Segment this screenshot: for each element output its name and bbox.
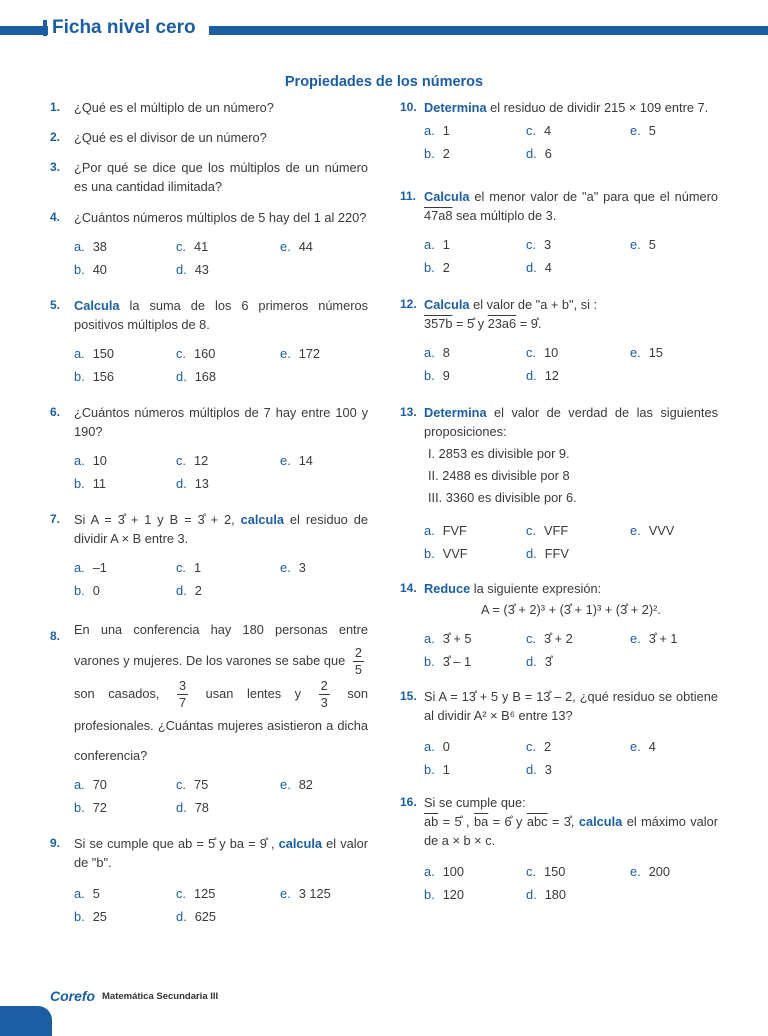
question-text: la siguiente expresión:	[470, 581, 602, 596]
question-11: 11. Calcula el menor valor de "a" para que el número 47a8 sea múltiplo de 3.	[400, 189, 718, 223]
question-12: 12. Calcula el valor de "a + b", si : 357b = 5̊ y 23a6 = 9̊.	[400, 297, 598, 331]
option-b[interactable]: b. 9	[424, 368, 450, 383]
option-b[interactable]: b. 3̊ – 1	[424, 654, 472, 669]
fraction: $\frac{2}{3}$	[320, 678, 328, 710]
question-text-pre: Si se cumple que ab = 5̊ y ba = 9̊ ,	[74, 836, 279, 851]
option-d[interactable]: d. 13	[176, 476, 209, 491]
option-d[interactable]: d. 3̊	[526, 654, 552, 669]
question-6	[50, 403, 368, 441]
option-a[interactable]: a. 5	[74, 886, 100, 901]
propositions	[400, 443, 718, 509]
question-number: 3.	[50, 160, 61, 174]
option-e[interactable]: e. VVV	[630, 523, 675, 538]
question-number: 7.	[50, 512, 61, 526]
option-c[interactable]: c. VFF	[526, 523, 569, 538]
question-1	[50, 98, 368, 117]
options-q15	[400, 737, 718, 779]
question-10	[400, 98, 718, 117]
question-number: 4.	[50, 210, 61, 224]
option-e[interactable]: e. 3	[280, 560, 306, 575]
question-number: 15.	[400, 689, 417, 703]
question-number: 5.	[50, 298, 61, 312]
question-verb: calcula	[240, 512, 284, 527]
option-c[interactable]: c. 3̊ + 2	[526, 631, 573, 646]
options-q11	[400, 235, 718, 277]
option-b[interactable]: b. VVF	[424, 546, 468, 561]
question-text: el menor valor de "a" para que el número	[469, 189, 718, 204]
option-a[interactable]: a. 1	[424, 123, 450, 138]
option-a[interactable]: a. 3̊ + 5	[424, 631, 472, 646]
question-verb: Calcula	[424, 297, 470, 312]
option-c[interactable]: c. 150	[526, 864, 566, 879]
footer-brand: Corefo	[50, 988, 96, 1004]
option-d[interactable]: d. 6	[526, 146, 552, 161]
question-text: Si se cumple que:	[424, 795, 526, 810]
question-3	[50, 158, 368, 196]
options-q10	[400, 121, 718, 163]
question-number: 14.	[400, 581, 417, 595]
option-a[interactable]: a. –1	[74, 560, 107, 575]
option-b[interactable]: b. 40	[74, 262, 107, 277]
options-q12	[400, 343, 718, 385]
option-e[interactable]: e. 200	[630, 864, 671, 879]
question-number: 10.	[400, 100, 417, 114]
question-verb: Reduce	[424, 581, 471, 596]
page-tab-decoration	[0, 1006, 52, 1036]
question-number: 16.	[400, 795, 417, 809]
question-verb: calcula	[578, 814, 623, 829]
option-b[interactable]: b. 156	[74, 369, 115, 384]
question-text: el valor de "b".	[74, 836, 368, 870]
options-q14	[400, 629, 718, 671]
options-q5	[50, 344, 368, 386]
question-9	[50, 834, 368, 872]
question-text: el residuo de dividir A × B entre 3.	[74, 512, 368, 546]
option-e[interactable]: e. 172	[280, 346, 321, 361]
section-title: Propiedades de los números	[284, 74, 484, 90]
option-a[interactable]: a. 1	[424, 237, 450, 252]
question-verb: Determina	[424, 405, 487, 420]
option-b[interactable]: b. 11	[74, 476, 106, 491]
question-4	[50, 208, 368, 227]
option-a[interactable]: a. 8	[424, 345, 450, 360]
question-verb: Calcula	[74, 298, 120, 313]
option-a[interactable]: a. 10	[74, 453, 107, 468]
options-q6	[50, 451, 368, 493]
option-c[interactable]: c. 4	[526, 123, 552, 138]
question-text-pre: Si A = 3̊ + 1 y B = 3̊ + 2,	[74, 512, 241, 527]
option-a[interactable]: a. 38	[74, 239, 107, 254]
option-c[interactable]: c. 3	[526, 237, 552, 252]
option-a[interactable]: a. FVF	[424, 523, 467, 538]
question-text: el valor de "a + b", si :	[469, 297, 598, 312]
option-c[interactable]: c. 12	[176, 453, 209, 468]
option-b[interactable]: b. 120	[424, 887, 465, 902]
question-text: la suma de los 6 primeros números positivos múltiplos de 8.	[74, 298, 368, 332]
question-text: ¿Qué es el divisor de un número?	[74, 130, 267, 145]
option-a[interactable]: a. 70	[74, 777, 107, 792]
option-c[interactable]: c. 2	[526, 739, 552, 754]
question-5	[50, 296, 368, 334]
option-c[interactable]: c. 10	[526, 345, 559, 360]
options-q4	[50, 237, 368, 279]
question-text: Si A = 13̊ + 5 y B = 13̊ – 2, ¿qué residuo se obtiene al dividir A² × B⁶ entre 13?	[424, 689, 718, 723]
question-text: ¿Cuántos números múltiplos de 5 hay del 1 al 220?	[74, 210, 367, 225]
question-number: 1.	[50, 100, 61, 114]
option-e[interactable]: e. 82	[280, 777, 313, 792]
fraction: $\frac{2}{5}$	[354, 645, 362, 677]
question-7	[50, 510, 368, 548]
option-d[interactable]: d. 43	[176, 262, 209, 277]
question-number: 6.	[50, 405, 61, 419]
overlined-number: 47a8	[424, 208, 453, 223]
proposition: III. 3360 es divisible por 6.	[428, 490, 577, 505]
option-d[interactable]: d. 180	[526, 887, 567, 902]
option-e[interactable]: e. 3̊ + 1	[630, 631, 678, 646]
option-e[interactable]: e. 4	[630, 739, 656, 754]
option-c[interactable]: c. 41	[176, 239, 209, 254]
question-verb: calcula	[278, 836, 323, 851]
left-column	[50, 98, 368, 926]
question-number: 11.	[400, 189, 417, 203]
question-number: 8.	[50, 629, 61, 643]
question-text: ¿Por qué se dice que los múltiplos de un número es una cantidad ilimitada?	[74, 160, 368, 194]
option-c[interactable]: c. 160	[176, 346, 216, 361]
proposition: II. 2488 es divisible por 8	[428, 468, 570, 483]
question-number: 12.	[400, 297, 417, 311]
question-text: el valor de verdad de las siguientes proposiciones:	[424, 405, 718, 439]
option-b[interactable]: b. 1	[424, 762, 450, 777]
question-8: 8. En una conferencia hay 180 personas entre varones y mujeres. De los varones se sabe que $\frac{2}{5}$ son casados, $\frac{3}{7}$ usan lentes y $\frac{2}{3}$ son profesionales. ¿Cuántas mujeres asistieron a dicha conferencia?	[50, 622, 368, 763]
option-b[interactable]: b. 25	[74, 909, 107, 924]
option-e[interactable]: e. 15	[630, 345, 663, 360]
option-b[interactable]: b. 0	[74, 583, 100, 598]
option-d[interactable]: d. 4	[526, 260, 552, 275]
question-verb: Calcula	[424, 189, 470, 204]
options-q9	[50, 884, 368, 926]
options-q13	[400, 521, 718, 563]
option-d[interactable]: d. 78	[176, 800, 209, 815]
option-b[interactable]: b. 2	[424, 146, 450, 161]
option-e[interactable]: e. 5	[630, 123, 656, 138]
option-b[interactable]: b. 2	[424, 260, 450, 275]
option-e[interactable]: e. 5	[630, 237, 656, 252]
options-q8	[50, 775, 368, 817]
options-q16	[400, 862, 718, 904]
option-a[interactable]: a. 100	[424, 864, 465, 879]
header-bar-gap	[204, 26, 209, 35]
expression: A = (3̊ + 2)³ + (3̊ + 1)³ + (3̊ + 2)².	[481, 602, 661, 617]
question-number: 13.	[400, 405, 417, 419]
option-b[interactable]: b. 72	[74, 800, 107, 815]
header-title: Ficha nivel cero	[48, 14, 204, 42]
proposition: I. 2853 es divisible por 9.	[428, 446, 570, 461]
option-c[interactable]: c. 75	[176, 777, 209, 792]
question-14	[400, 579, 718, 598]
question-2	[50, 128, 368, 147]
question-13	[400, 403, 718, 441]
question-15	[400, 687, 718, 725]
question-number: 2.	[50, 130, 61, 144]
question-text: el residuo de dividir 215 × 109 entre 7.	[486, 100, 709, 115]
footer-subtitle: Matemática Secundaria III	[102, 991, 219, 1002]
option-e[interactable]: e. 14	[280, 453, 313, 468]
question-number: 9.	[50, 836, 61, 850]
option-d[interactable]: d. 625	[176, 909, 217, 924]
option-a[interactable]: a. 0	[424, 739, 450, 754]
question-16: 16. Si se cumple que: $\overline{ab}$ = 5̊ , $\overline{ba}$ = 6̊ y $\overline{abc}$ = 3̊, calcula el máximo valor de a × b × c.	[400, 795, 719, 848]
option-d[interactable]: d. 3	[526, 762, 552, 777]
option-d[interactable]: d. FFV	[526, 546, 569, 561]
option-d[interactable]: d. 12	[526, 368, 559, 383]
right-column	[400, 98, 718, 904]
question-text: ¿Qué es el múltiplo de un número?	[74, 100, 274, 115]
option-d[interactable]: d. 168	[176, 369, 217, 384]
options-q7	[50, 558, 368, 600]
option-c[interactable]: c. 125	[176, 886, 216, 901]
question-verb: Determina	[424, 100, 487, 115]
option-e[interactable]: e. 3 125	[280, 886, 331, 901]
option-c[interactable]: c. 1	[176, 560, 202, 575]
question-text: ¿Cuántos números múltiplos de 7 hay entre 100 y 190?	[74, 405, 368, 439]
option-a[interactable]: a. 150	[74, 346, 115, 361]
fraction: $\frac{3}{7}$	[178, 678, 187, 710]
option-e[interactable]: e. 44	[280, 239, 313, 254]
question-text: En una conferencia hay 180 personas entre varones y mujeres. De los varones se sabe que	[74, 622, 368, 668]
option-d[interactable]: d. 2	[176, 583, 202, 598]
